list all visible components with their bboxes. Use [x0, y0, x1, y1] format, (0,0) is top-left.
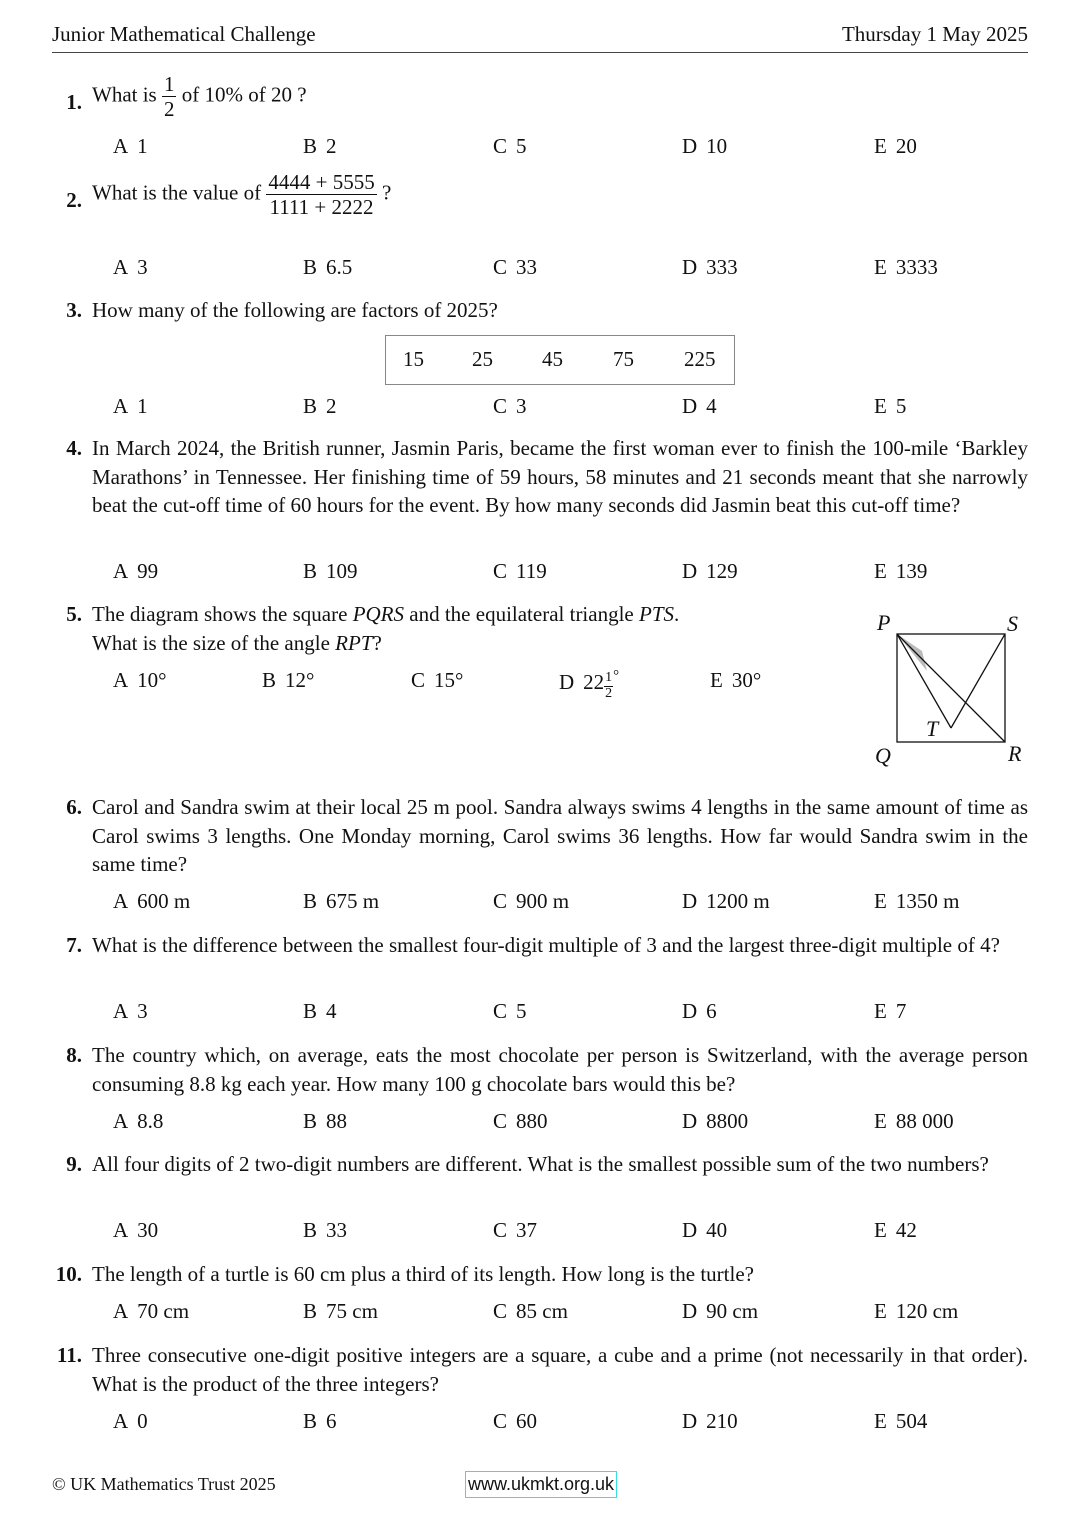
- factor-value: 75: [613, 347, 634, 371]
- question-text-part: of 10% of 20 ?: [181, 82, 307, 107]
- option-b[interactable]: B 6.5: [303, 255, 353, 279]
- option-c[interactable]: C 5: [493, 134, 527, 158]
- label-t: T: [926, 716, 939, 741]
- option-d[interactable]: D 10: [682, 134, 728, 158]
- option-a[interactable]: A 3: [113, 999, 148, 1023]
- option-b[interactable]: B 675 m: [303, 889, 380, 913]
- question-text: Three consecutive one-digit positive integers are a square, a cube and a prime (not necessarily in that order). What is the product of the three integers?: [92, 1343, 1028, 1396]
- factor-list-box: [385, 335, 735, 385]
- side-pt: [897, 634, 951, 728]
- header-divider: [52, 52, 1028, 53]
- option-b[interactable]: B 4: [303, 999, 337, 1023]
- header-date: Thursday 1 May 2025: [841, 22, 1028, 46]
- factor-value: 45: [542, 347, 563, 371]
- option-a[interactable]: A 0: [113, 1409, 148, 1433]
- option-e[interactable]: E 120 cm: [874, 1299, 959, 1323]
- question-number: 4.: [66, 436, 82, 460]
- option-c[interactable]: C 119: [493, 559, 547, 583]
- option-e[interactable]: E 20: [874, 134, 917, 158]
- question-number: 2.: [66, 188, 82, 212]
- option-b[interactable]: B 33: [303, 1218, 348, 1242]
- option-a[interactable]: A 3: [113, 255, 148, 279]
- question-text-part: What is the value of: [92, 180, 262, 205]
- option-b[interactable]: B 2: [303, 394, 337, 418]
- question-number: 5.: [66, 602, 82, 626]
- factor-value: 15: [403, 347, 424, 371]
- diagonal-pr: [897, 634, 1005, 742]
- option-d[interactable]: D 4: [682, 394, 717, 418]
- fraction-numerator: 1: [163, 72, 175, 96]
- option-b[interactable]: B 2: [303, 134, 337, 158]
- option-e[interactable]: E 30°: [710, 668, 762, 692]
- question-number: 11.: [56, 1343, 82, 1367]
- question-text: The diagram shows the square PQRS and the equilateral triangle PTS. What is the size of the angle RPT?: [92, 602, 680, 655]
- option-d[interactable]: D 40: [682, 1218, 728, 1242]
- label-s: S: [1007, 611, 1018, 636]
- option-a[interactable]: A 70 cm: [113, 1299, 190, 1323]
- factor-value: 225: [684, 347, 716, 371]
- option-e[interactable]: E 7: [874, 999, 907, 1023]
- option-b[interactable]: B 75 cm: [303, 1299, 378, 1323]
- option-a[interactable]: A 1: [113, 134, 148, 158]
- option-a[interactable]: A 30: [113, 1218, 159, 1242]
- option-a[interactable]: A 600 m: [113, 889, 191, 913]
- question-text: All four digits of 2 two-digit numbers are different. What is the smallest possible sum of the two numbers?: [92, 1152, 989, 1176]
- fraction: [266, 170, 376, 219]
- copyright-text: © UK Mathematics Trust 2025: [52, 1474, 276, 1494]
- website-link[interactable]: www.ukmkt.org.uk: [465, 1471, 617, 1498]
- option-b[interactable]: B 109: [303, 559, 358, 583]
- question-text: The length of a turtle is 60 cm plus a third of its length. How long is the turtle?: [92, 1262, 754, 1286]
- fraction-denominator: 1111 + 2222: [269, 195, 374, 220]
- question-text: How many of the following are factors of 2025?: [92, 298, 498, 322]
- option-c[interactable]: C 33: [493, 255, 538, 279]
- option-a[interactable]: A 8.8: [113, 1109, 164, 1133]
- fraction-numerator: 4444 + 5555: [268, 170, 375, 194]
- question-number: 1.: [66, 90, 82, 114]
- label-p: P: [877, 610, 891, 635]
- option-d[interactable]: D 129: [682, 559, 738, 583]
- question-text: In March 2024, the British runner, Jasmin Paris, became the first woman ever to finish the 100-mile ‘Barkley Marathons’ in Tennessee. Her finishing time of 59 hours, 58 minutes and 21 seconds meant that she narrowly beat the cut-off time of 60 hours for the event. By how many seconds did Jasmin beat this cut-off time?: [92, 436, 1028, 517]
- question-text-part: ?: [381, 180, 392, 205]
- option-c[interactable]: C 60: [493, 1409, 538, 1433]
- fraction-denominator: 2: [163, 97, 175, 122]
- shaded-angle: [897, 634, 927, 671]
- option-c[interactable]: C 15°: [411, 668, 464, 692]
- question-number: 9.: [66, 1152, 82, 1176]
- option-c[interactable]: C 900 m: [493, 889, 570, 913]
- option-a[interactable]: A 10°: [113, 668, 167, 692]
- option-e[interactable]: E 3333: [874, 255, 938, 279]
- option-d[interactable]: D 22 $\frac{1}{2}$ °: [559, 668, 620, 701]
- option-c[interactable]: C 37: [493, 1218, 538, 1242]
- factor-value: 25: [472, 347, 493, 371]
- label-r: R: [1008, 741, 1022, 766]
- header-title: Junior Mathematical Challenge: [52, 22, 316, 46]
- option-e[interactable]: E 88 000: [874, 1109, 954, 1133]
- option-c[interactable]: C 880: [493, 1109, 548, 1133]
- option-c[interactable]: C 5: [493, 999, 527, 1023]
- option-e[interactable]: E 5: [874, 394, 907, 418]
- question-number: 7.: [66, 933, 82, 957]
- question-text: Carol and Sandra swim at their local 25 m pool. Sandra always swims 4 lengths in the same amount of time as Carol swims 3 lengths. One Monday morning, Carol swims 36 lengths. How far would Sandra swim in the same time?: [92, 795, 1028, 876]
- option-a[interactable]: A 99: [113, 559, 159, 583]
- label-q: Q: [875, 743, 891, 768]
- question-text: What is the difference between the smallest four-digit multiple of 3 and the largest three-digit multiple of 4?: [92, 933, 1000, 957]
- option-c[interactable]: C 85 cm: [493, 1299, 568, 1323]
- fraction: [162, 72, 177, 121]
- option-b[interactable]: B 88: [303, 1109, 348, 1133]
- option-b[interactable]: B 12°: [262, 668, 315, 692]
- side-st: [951, 634, 1005, 728]
- option-a[interactable]: A 1: [113, 394, 148, 418]
- question-number: 10.: [55, 1262, 82, 1286]
- question-text: The country which, on average, eats the most chocolate per person is Switzerland, with the average person consuming 8.8 kg each year. How many 100 g chocolate bars would this be?: [92, 1043, 1028, 1096]
- option-c[interactable]: C 3: [493, 394, 527, 418]
- square-triangle-diagram: [870, 608, 1030, 773]
- option-d[interactable]: D 90 cm: [682, 1299, 759, 1323]
- option-d[interactable]: D 6: [682, 999, 717, 1023]
- option-e[interactable]: E 139: [874, 559, 928, 583]
- option-d[interactable]: D 333: [682, 255, 738, 279]
- question-text-part: What is: [92, 82, 157, 107]
- option-d[interactable]: D 210: [682, 1409, 738, 1433]
- option-d[interactable]: D 1200 m: [682, 889, 770, 913]
- option-e[interactable]: E 504: [874, 1409, 928, 1433]
- question-number: 8.: [66, 1043, 82, 1067]
- option-b[interactable]: B 6: [303, 1409, 337, 1433]
- option-e[interactable]: E 42: [874, 1218, 917, 1242]
- option-d[interactable]: D 8800: [682, 1109, 749, 1133]
- question-number: 3.: [66, 298, 82, 322]
- question-text: [92, 72, 1028, 121]
- question-text: [92, 170, 1028, 219]
- question-number: 6.: [66, 795, 82, 819]
- option-e[interactable]: E 1350 m: [874, 889, 960, 913]
